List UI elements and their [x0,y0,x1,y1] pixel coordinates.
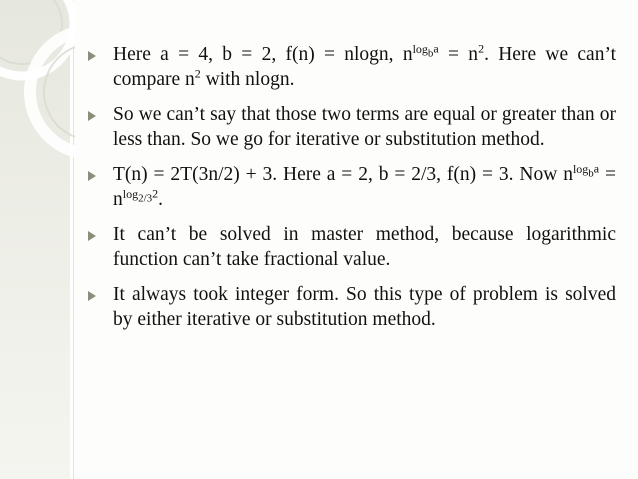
subscript: b [588,166,594,179]
superscript: log2/3 [122,186,153,204]
superscript: logb [412,41,434,59]
text-run: So we can’t say that those two terms are equal or greater than or less than. So we go for iterative or substitution method. [113,104,616,150]
text-run: = n [438,44,479,65]
text-run: It always took integer form. So this type of problem is solved by either iterative or substitution method. [113,284,616,330]
bullet-arrow-icon [88,291,96,301]
text-run: = n [113,164,617,210]
superscript: logb [572,161,594,179]
text-run: . [158,189,164,210]
bullet-arrow-icon [88,111,96,121]
text-run: with nlogn. [200,69,295,90]
bullet-text [113,222,616,272]
bullet-item [80,162,616,212]
bullet-item [80,282,616,332]
decorative-circles [0,0,75,479]
bullet-text [113,102,616,152]
bullet-text [113,42,616,92]
superscript: a [433,41,439,56]
superscript: 2 [152,186,159,201]
subscript: 2/3 [138,191,153,204]
superscript: 2 [478,41,485,56]
bullet-arrow-icon [88,231,96,241]
superscript: a [593,161,600,176]
text-run: T(n) = 2T(3n/2) + 3. Here a = 2, b = 2/3, f(n) = 3. Now n [113,164,573,185]
text-run: Here a = 4, b = 2, f(n) = nlogn, n [113,44,413,65]
bullet-item [80,222,616,272]
bullet-text [113,162,616,212]
bullet-list [80,42,616,342]
bullet-arrow-icon [88,51,96,61]
bullet-text [113,282,616,332]
bullet-arrow-icon [88,171,96,181]
text-run: It can’t be solved in master method, because logarithmic function can’t take fractional value. [113,224,616,270]
bullet-item [80,42,616,92]
bullet-item [80,102,616,152]
decor-circle-2 [0,0,62,64]
text-run: . Here we can’t compare n [113,44,617,90]
subscript: b [427,46,434,59]
superscript: 2 [194,66,201,81]
